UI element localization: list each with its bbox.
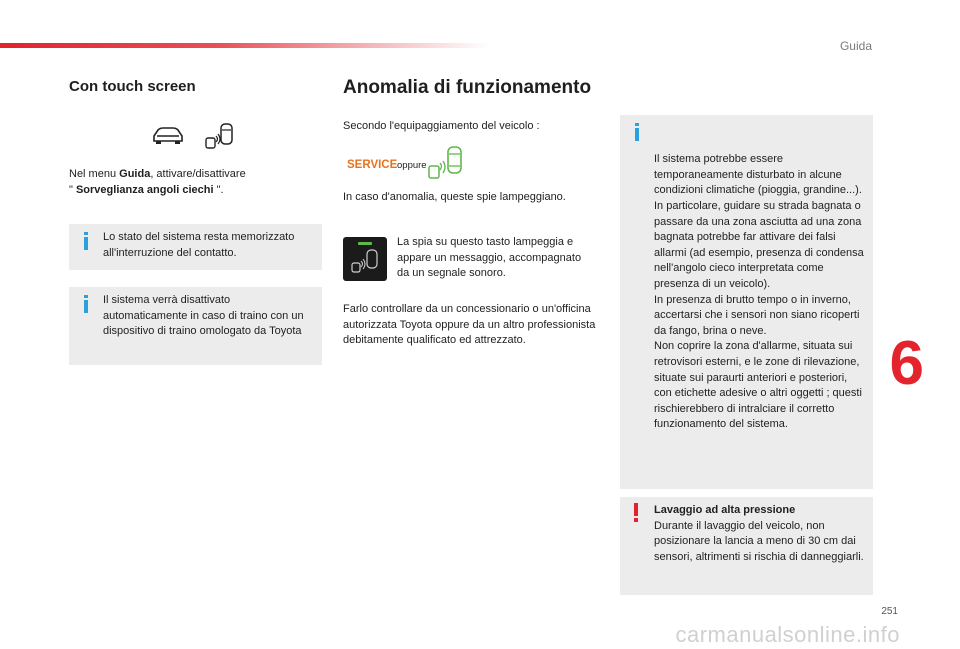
dashboard-button-icon — [343, 237, 387, 281]
info-note-towing — [69, 287, 322, 365]
warning-title: Lavaggio ad alta pressione — [654, 504, 796, 516]
chapter-number: 6 — [889, 329, 924, 398]
warning-text: Durante il lavaggio del veicolo, non posizionare la lancia a meno di 30 cm dai sensori, altrimenti si rischia di danneggiarli. — [654, 519, 864, 563]
info-icon — [84, 232, 88, 250]
watermark: carmanualsonline.info — [675, 622, 900, 647]
page-number: 251 — [881, 606, 898, 617]
function-name: Sorveglianza angoli ciechi — [75, 183, 214, 196]
service-warning-icon — [346, 155, 398, 173]
svg-text:SERVICE: SERVICE — [347, 159, 398, 171]
blind-spot-warning-icon — [426, 145, 466, 181]
dealer-instruction: Farlo controllare da un concessionario o un'officina autorizzata Toyota oppure da un altro professionista debitamente qualificato ed attrezzato. — [343, 303, 596, 347]
note-text: Il sistema potrebbe essere temporaneamente disturbato in alcune condizioni climatiche (pioggia, grandine...). In particolare, guidare su strada bagnata o passare da una zona asciutta ad una zona bagnata potrebbe far attivare dei falsi allarmi (ad esempio, presenza di condensa nell'angolo cieco interpretata come presenza di un veicolo). In presenza di brutto tempo o in inverno, accertarsi che i sensori non siano ricoperti da fango, brina o neve. Non coprire la zona d'allarme, situata sui retrovisori esterni, e le zone di rilevazione, situate sui paraurti anteriori e posteriori, con etichette adesive o altri oggetti ; questi rischierebbero di intralciare il corretto funzionamento del sistema. — [654, 153, 864, 431]
section-title-malfunction: Anomalia di funzionamento — [343, 77, 592, 98]
section-title-touchscreen: Con touch screen — [69, 78, 196, 95]
menu-name: Guida — [119, 168, 151, 180]
quote-close: ". — [213, 183, 224, 196]
note-text: Il sistema verrà disattivato automaticamente in caso di traino con un dispositivo di traino omologato da Toyota — [103, 294, 304, 338]
info-icon — [84, 295, 88, 313]
or-label: oppure — [397, 160, 427, 171]
car-icon — [151, 126, 185, 146]
info-note-weather — [620, 115, 873, 489]
blink-text: In caso d'anomalia, queste spie lampeggiano. — [343, 191, 566, 203]
blind-spot-icon — [204, 122, 236, 150]
info-icon — [635, 123, 639, 141]
chapter-label: Guida — [839, 39, 872, 53]
service-label — [347, 159, 398, 171]
info-note-memorized — [69, 224, 322, 270]
button-warning-text: La spia su questo tasto lampeggia e appare un messaggio, accompagnato da un segnale sonoro. — [397, 236, 582, 280]
equipment-intro: Secondo l'equipaggiamento del veicolo : — [343, 120, 540, 132]
menu-prefix: Nel menu — [69, 168, 120, 180]
header-accent-bar — [0, 43, 490, 48]
menu-suffix: , attivare/disattivare — [150, 168, 246, 180]
menu-instruction — [69, 167, 319, 198]
warning-icon — [632, 503, 640, 523]
note-text: Lo stato del sistema resta memorizzato all'interruzione del contatto. — [103, 231, 295, 259]
warning-note-pressure-wash — [620, 497, 873, 595]
quote-open: " — [69, 183, 76, 196]
